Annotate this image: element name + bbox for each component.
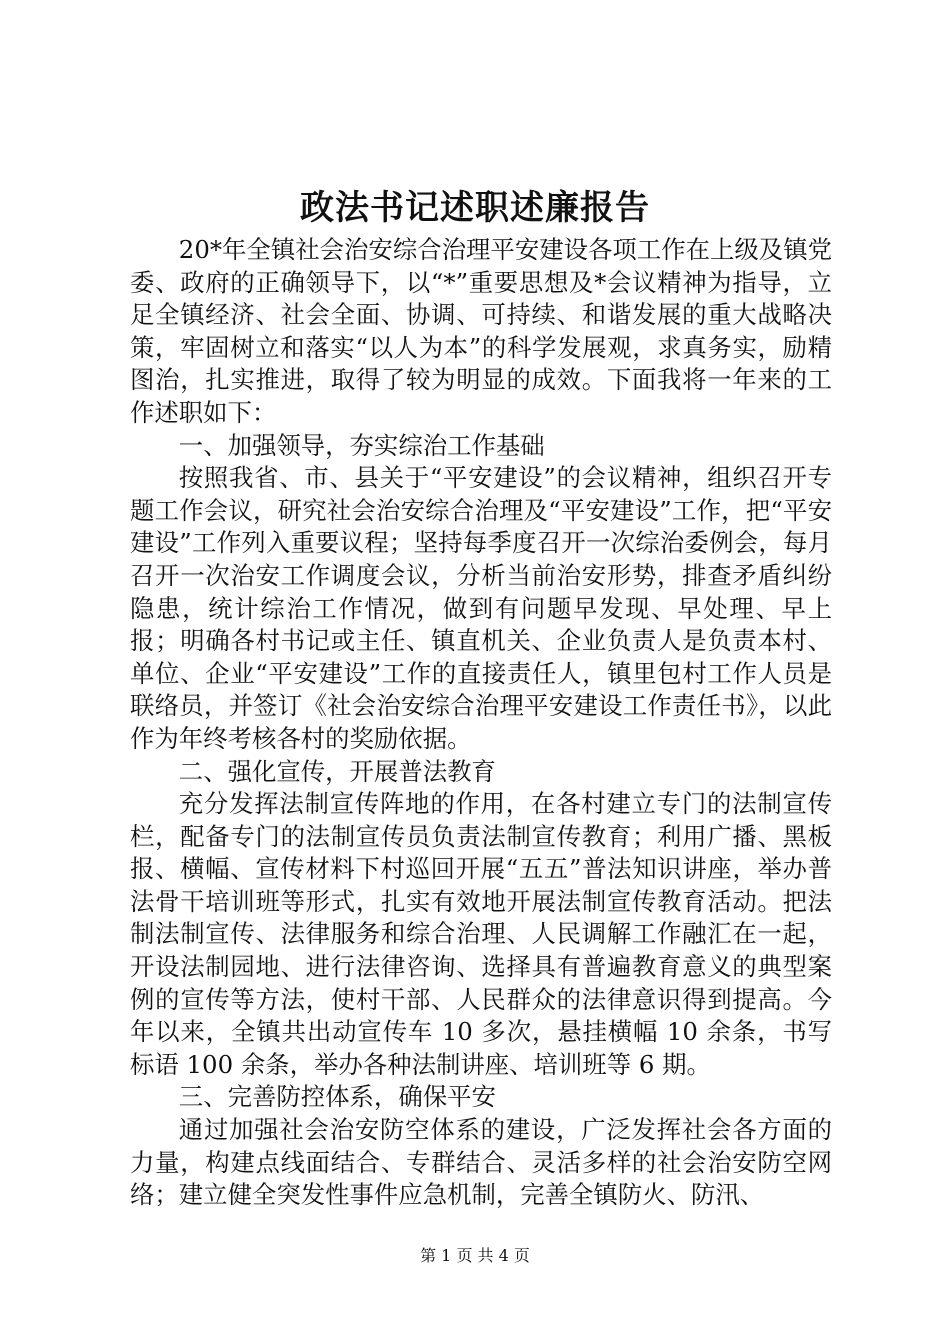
section-2-paragraph: 充分发挥法制宣传阵地的作用，在各村建立专门的法制宣传栏，配备专门的法制宣传员负责法制宣传教育；利用广播、黑板报、横幅、宣传材料下村巡回开展“五五”普法知识讲座，举办普法骨干培训班等形式，扎实有效地开展法制宣传教育活动。把法制法制宣传、法律服务和综合治理、人民调解工作融汇在一起，开设法制园地、进行法律咨询、选择具有普遍教育意义的典型案例的宣传等方法，使村干部、人民群众的法律意识得到提高。今年以来，全镇共出动宣传车 10 多次，悬挂横幅 10 余条，书写标语 100 余条，举办各种法制讲座、培训班等 6 期。 bbox=[130, 789, 832, 1079]
section-3-heading: 三、完善防控体系，确保平安 bbox=[178, 1082, 496, 1112]
section-2-heading: 二、强化宣传，开展普法教育 bbox=[178, 756, 496, 786]
document-body bbox=[130, 234, 832, 1212]
intro-paragraph: 20*年全镇社会治安综合治理平安建设各项工作在上级及镇党委、政府的正确领导下，以“*”重要思想及*会议精神为指导，立足全镇经济、社会全面、协调、可持续、和谐发展的重大战略决策，牢固树立和落实“以人为本”的科学发展观，求真务实，励精图治，扎实推进，取得了较为明显的成效。下面我将一年来的工作述职如下： bbox=[130, 235, 832, 427]
section-3-paragraph: 通过加强社会治安防空体系的建设，广泛发挥社会各方面的力量，构建点线面结合、专群结合、灵活多样的社会治安防空网络；建立健全突发性事件应急机制，完善全镇防火、防汛、 bbox=[130, 1115, 832, 1210]
document-title: 政法书记述职述廉报告 bbox=[300, 188, 650, 228]
page-footer: 第 1 页 共 4 页 bbox=[420, 1246, 530, 1265]
section-1-paragraph: 按照我省、市、县关于“平安建设”的会议精神，组织召开专题工作会议，研究社会治安综合治理及“平安建设”工作，把“平安建设”工作列入重要议程；坚持每季度召开一次综治委例会，每月召开一次治安工作调度会议，分析当前治安形势，排查矛盾纠纷隐患，统计综治工作情况，做到有问题早发现、早处理、早上报；明确各村书记或主任、镇直机关、企业负责人是负责本村、单位、企业“平安建设”工作的直接责任人，镇里包村工作人员是联络员，并签订《社会治安综合治理平安建设工作责任书》，以此作为年终考核各村的奖励依据。 bbox=[130, 463, 832, 753]
section-1-heading: 一、加强领导，夯实综治工作基础 bbox=[178, 430, 545, 460]
